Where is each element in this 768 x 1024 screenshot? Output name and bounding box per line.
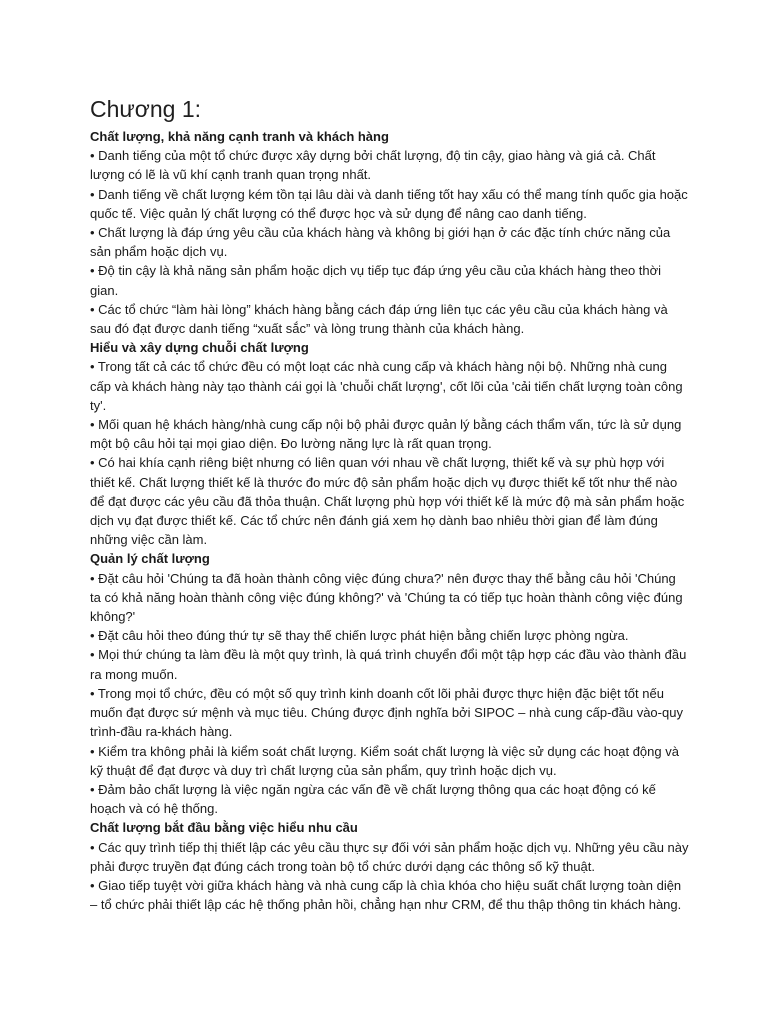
bullet-paragraph: • Các quy trình tiếp thị thiết lập các yêu cầu thực sự đối với sản phẩm hoặc dịch vụ. Những yêu cầu này phải được truyền đạt đúng cách trong toàn bộ tổ chức dưới dạng các thông số kỹ thuật. (90, 839, 689, 874)
bullet-paragraph: • Các tổ chức “làm hài lòng” khách hàng bằng cách đáp ứng liên tục các yêu cầu của khách hàng và sau đó đạt được danh tiếng “xuất sắc” và lòng trung thành của khách hàng. (90, 301, 668, 337)
bullet-paragraph: • Đảm bảo chất lượng là việc ngăn ngừa các vấn đề về chất lượng thông qua các hoạt động có kế hoạch và có hệ thống. (90, 781, 656, 817)
bullet-paragraph: • Độ tin cậy là khả năng sản phẩm hoặc dịch vụ tiếp tục đáp ứng yêu cầu của khách hàng theo thời gian. (90, 263, 662, 298)
bullet-paragraph: • Đặt câu hỏi theo đúng thứ tự sẽ thay thế chiến lược phát hiện bằng chiến lược phòng ngừa. (90, 628, 629, 644)
bullet-paragraph: • Mối quan hệ khách hàng/nhà cung cấp nội bộ phải được quản lý bằng cách thẩm vấn, tức là sử dụng một bộ câu hỏi tại mọi giao diện. Đo lường năng lực là rất quan trọng. (90, 417, 682, 452)
chapter-title: Chương 1: (90, 96, 202, 122)
bullet-paragraph: • Giao tiếp tuyệt vời giữa khách hàng và nhà cung cấp là chìa khóa cho hiệu suất chất lượng toàn diện – tổ chức phải thiết lập các hệ thống phản hồi, chẳng hạn như CRM, để thu thập thông tin khách hàng. (90, 877, 682, 913)
section-heading: Hiểu và xây dựng chuỗi chất lượng (90, 340, 309, 356)
bullet-paragraph: • Có hai khía cạnh riêng biệt nhưng có liên quan với nhau về chất lượng, thiết kế và sự phù hợp với thiết kế. Chất lượng thiết kế là thước đo mức độ sản phẩm hoặc dịch vụ được thiết kế tốt như thế nào để đạt được các yêu cầu đã thỏa thuận. Chất lượng phù hợp với thiết kế là mức độ mà sản phẩm hoặc dịch vụ đạt được thiết kế. Các tổ chức nên đánh giá xem họ dành bao nhiêu thời gian để làm đúng những việc cần làm. (90, 455, 685, 548)
document-page (90, 94, 690, 914)
bullet-paragraph: • Chất lượng là đáp ứng yêu cầu của khách hàng và không bị giới hạn ở các đặc tính chức năng của sản phẩm hoặc dịch vụ. (90, 225, 671, 260)
section (90, 818, 690, 914)
section (90, 549, 690, 818)
bullet-paragraph: • Mọi thứ chúng ta làm đều là một quy trình, là quá trình chuyển đổi một tập hợp các đầu vào thành đầu ra mong muốn. (90, 647, 687, 682)
section-heading: Quản lý chất lượng (90, 551, 210, 567)
bullet-paragraph: • Đặt câu hỏi 'Chúng ta đã hoàn thành công việc đúng chưa?' nên được thay thế bằng câu hỏi 'Chúng ta có khả năng hoàn thành công việc đúng không?' và 'Chúng ta có tiếp tục hoàn thành công việc đúng không?' (90, 570, 683, 625)
bullet-paragraph: • Danh tiếng về chất lượng kém tồn tại lâu dài và danh tiếng tốt hay xấu có thể mang tính quốc gia hoặc quốc tế. Việc quản lý chất lượng có thể được học và sử dụng để nâng cao danh tiếng. (90, 186, 688, 221)
section-heading: Chất lượng, khả năng cạnh tranh và khách hàng (90, 129, 389, 144)
section (90, 127, 690, 338)
section-heading: Chất lượng bắt đầu bằng việc hiểu nhu cầu (90, 820, 358, 836)
section (90, 338, 690, 549)
bullet-paragraph: • Kiểm tra không phải là kiểm soát chất lượng. Kiểm soát chất lượng là việc sử dụng các hoạt động và kỹ thuật để đạt được và duy trì chất lượng của sản phẩm, quy trình hoặc dịch vụ. (90, 743, 679, 778)
bullet-paragraph: • Trong tất cả các tổ chức đều có một loạt các nhà cung cấp và khách hàng nội bộ. Những nhà cung cấp và khách hàng này tạo thành cái gọi là 'chuỗi chất lượng', cốt lõi của 'cải tiến chất lượng toàn công ty'. (90, 359, 683, 413)
bullet-paragraph: • Danh tiếng của một tổ chức được xây dựng bởi chất lượng, độ tin cậy, giao hàng và giá cả. Chất lượng có lẽ là vũ khí cạnh tranh quan trọng nhất. (90, 148, 656, 183)
bullet-paragraph: • Trong mọi tổ chức, đều có một số quy trình kinh doanh cốt lõi phải được thực hiện đặc biệt tốt nếu muốn đạt được sứ mệnh và mục tiêu. Chúng được định nghĩa bởi SIPOC – nhà cung cấp-đầu vào-quy trình-đầu ra-khách hàng. (90, 685, 683, 740)
